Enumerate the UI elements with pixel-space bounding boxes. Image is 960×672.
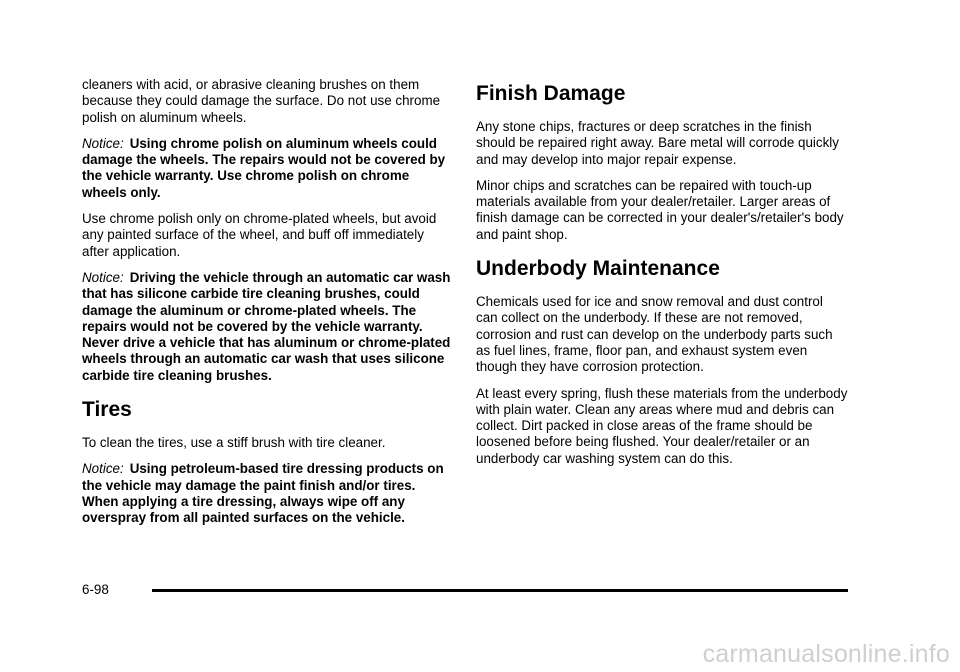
notice-text: Using petroleum-based tire dressing products on the vehicle may damage the paint finish and/or tires. When applying a tire dressing, always wipe off any overspray from all painted surfaces on the vehicle. xyxy=(82,461,444,526)
underbody-paragraph-2: At least every spring, flush these materials from the underbody with plain water. Clean any areas where mud and debris can collect. Dirt packed in close areas of the frame should be loosened before being flushed. Your dealer/retailer or an underbody car washing system can do this. xyxy=(476,385,848,466)
watermark: carmanualsonline.info xyxy=(702,640,950,668)
notice-chrome-polish xyxy=(82,136,452,201)
finish-damage-heading: Finish Damage xyxy=(476,82,626,105)
right-column xyxy=(476,82,848,477)
footer-rule xyxy=(152,589,848,592)
notice-label: Notice: xyxy=(82,135,124,151)
finish-damage-paragraph-1: Any stone chips, fractures or deep scratches in the finish should be repaired right away. Bare metal will corrode quickly and may develop into major repair expense. xyxy=(476,119,839,167)
notice-tire-dressing xyxy=(82,461,452,526)
left-column xyxy=(82,77,452,537)
chrome-polish-paragraph: Use chrome polish only on chrome-plated wheels, but avoid any painted surface of the wheel, and buff off immediately after application. xyxy=(82,211,437,259)
page-number: 6-98 xyxy=(82,582,109,597)
tires-heading: Tires xyxy=(82,398,132,422)
page-footer xyxy=(82,582,848,602)
notice-car-wash xyxy=(82,270,452,384)
tires-paragraph: To clean the tires, use a stiff brush with tire cleaner. xyxy=(82,435,386,451)
underbody-paragraph-1: Chemicals used for ice and snow removal and dust control can collect on the underbody. If these are not removed, corrosion and rust can develop on the underbody parts such as fuel lines, frame, floor pan, and exhaust system even though they have corrosion protection. xyxy=(476,294,833,375)
underbody-maintenance-heading: Underbody Maintenance xyxy=(476,257,720,281)
notice-label: Notice: xyxy=(82,269,124,285)
finish-damage-paragraph-2: Minor chips and scratches can be repaired with touch-up materials available from your dealer/retailer. Larger areas of finish damage can be corrected in your dealer's/retailer's body and paint shop. xyxy=(476,177,844,242)
notice-text: Using chrome polish on aluminum wheels could damage the wheels. The repairs would not be covered by the vehicle warranty. Use chrome polish on chrome wheels only. xyxy=(82,135,446,200)
notice-label: Notice: xyxy=(82,461,124,477)
wheel-cleaning-paragraph: cleaners with acid, or abrasive cleaning brushes on them because they could damage the surface. Do not use chrome polish on aluminum wheels. xyxy=(82,77,441,125)
notice-text: Driving the vehicle through an automatic car wash that has silicone carbide tire cleaning brushes, could damage the aluminum or chrome-plated wheels. The repairs would not be covered by the vehicle warranty. Never drive a vehicle that has aluminum or chrome-plated wheels through an automatic car wash that uses silicone carbide tire cleaning brushes. xyxy=(82,269,451,383)
